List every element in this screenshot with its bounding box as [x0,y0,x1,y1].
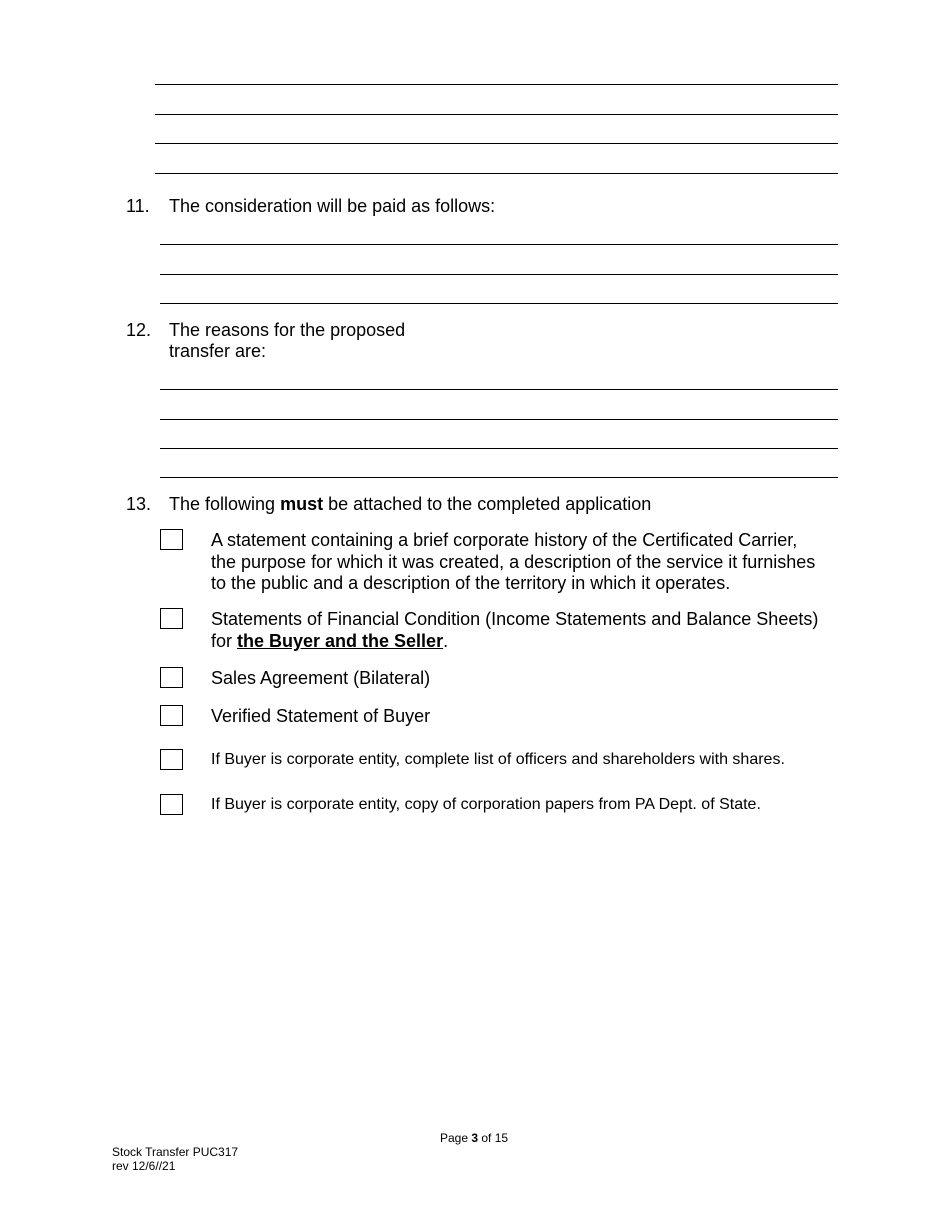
answer-line[interactable] [160,448,838,449]
item-12-text-line2: transfer are: [169,341,267,361]
checklist-sales-agreement: Sales Agreement (Bilateral) [211,668,431,688]
checkbox-sales-agreement[interactable] [160,667,183,688]
checklist-corporation-papers: If Buyer is corporate entity, copy of corporation papers from PA Dept. of State. [211,796,761,813]
answer-line[interactable] [160,477,838,478]
checkbox-verified-statement[interactable] [160,705,183,726]
checklist-officers-list: If Buyer is corporate entity, complete list of officers and shareholders with shares. [211,751,785,768]
item-11-text: The consideration will be paid as follows: [169,196,496,216]
checklist-corporate-history-line1: A statement containing a brief corporate history of the Certificated Carrier, [211,530,798,550]
page-number: Page 3 of 15 [440,1131,509,1145]
checkbox-corporation-papers[interactable] [160,794,183,815]
form-revision: rev 12/6//21 [112,1159,176,1173]
checkbox-officers-list[interactable] [160,749,183,770]
answer-line[interactable] [155,84,838,85]
item-13-heading: The following must be attached to the completed application [169,494,652,514]
checkbox-corporate-history[interactable] [160,529,183,550]
answer-line[interactable] [160,389,838,390]
item-11-number: 11. [126,196,150,216]
item-12-text-line1: The reasons for the proposed [169,320,406,340]
answer-line[interactable] [155,173,838,174]
checklist-corporate-history-line2: the purpose for which it was created, a description of the service it furnishes [211,552,816,572]
answer-line[interactable] [155,114,838,115]
answer-line[interactable] [160,419,838,420]
answer-line[interactable] [160,244,838,245]
checklist-verified-statement: Verified Statement of Buyer [211,706,431,726]
checklist-financial-condition-line1: Statements of Financial Condition (Income Statements and Balance Sheets) [211,609,819,629]
checklist-financial-condition-line2: for the Buyer and the Seller. [211,631,449,651]
answer-line[interactable] [155,143,838,144]
checkbox-financial-condition[interactable] [160,608,183,629]
form-name: Stock Transfer PUC317 [112,1145,239,1159]
item-13-number: 13. [126,494,152,514]
item-12-number: 12. [126,320,152,340]
checklist-corporate-history-line3: to the public and a description of the territory in which it operates. [211,573,731,593]
answer-line[interactable] [160,303,838,304]
answer-line[interactable] [160,274,838,275]
